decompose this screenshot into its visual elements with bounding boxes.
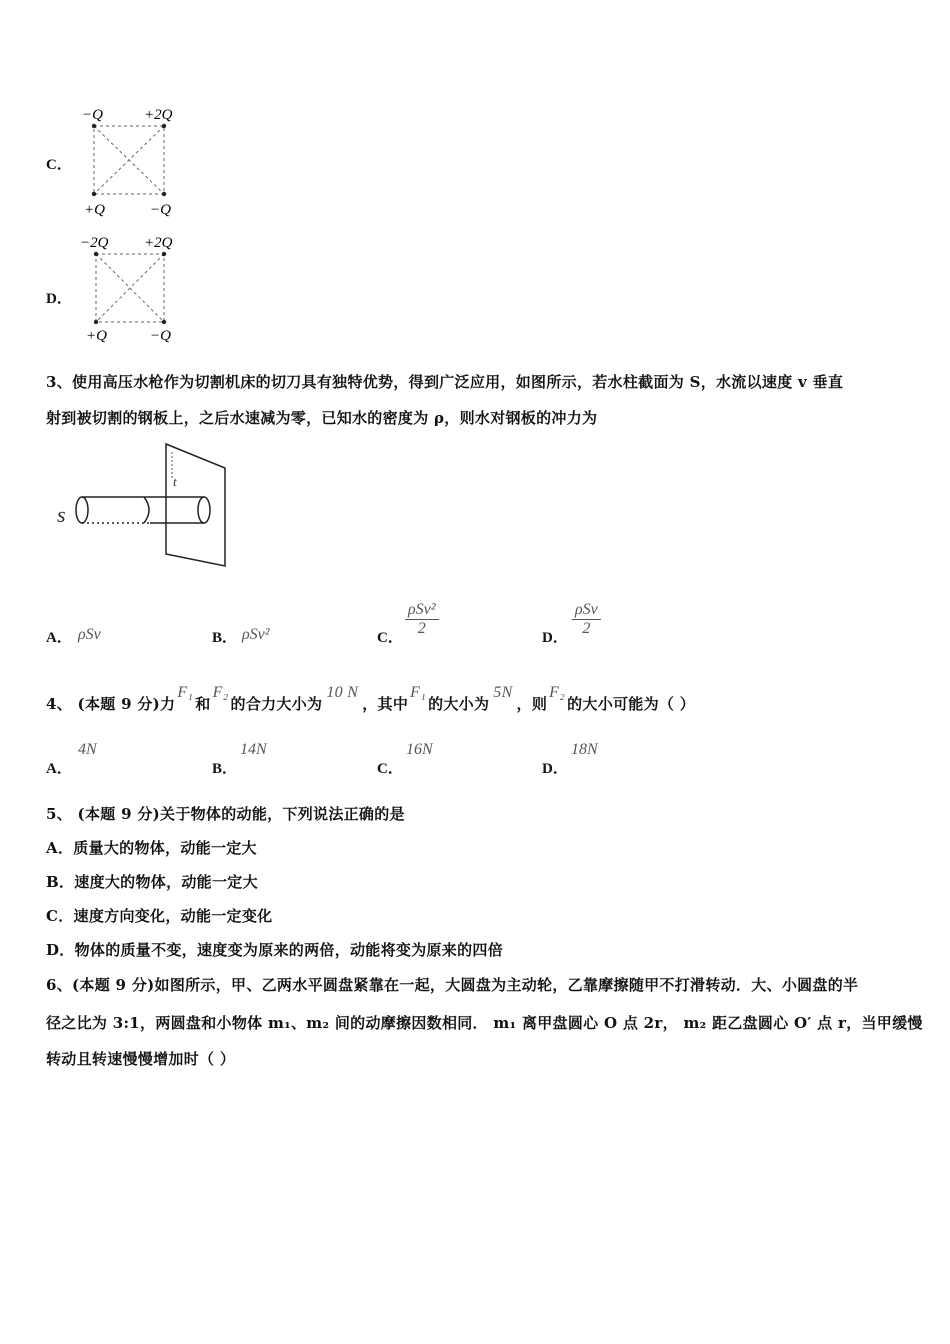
q3-choice-d-fraction <box>572 601 601 638</box>
charge-bottom-right: −Q <box>150 202 171 218</box>
q5-option-d: D．物体的质量不变，速度变为原来的两倍，动能将变为原来的四倍 <box>46 941 504 959</box>
q3-choice-b-label: B． <box>212 630 238 646</box>
q3-choice-c-fraction <box>405 601 439 638</box>
q4-and: 和 <box>195 695 211 713</box>
q3-choice-a-label: A． <box>46 630 72 646</box>
q4-f1: F₁ <box>177 684 194 701</box>
q4-choice-b-value: 14N <box>240 741 267 758</box>
fraction-numerator: ρSv <box>572 601 601 620</box>
q4-choice-a-value: 4N <box>78 741 97 758</box>
q4-f1b: F₁ <box>410 684 427 701</box>
label-s: s <box>57 502 66 527</box>
q6-stem-line2: 径之比为 3:1，两圆盘和小物体 m₁、m₂ 间的动摩擦因数相同． m₁ 离甲盘圆心 O 点 2r， m₂ 距乙盘圆心 O′ 点 r，当甲缓慢 <box>46 1014 923 1032</box>
q3-stem-line1: 3、使用高压水枪作为切割机床的切刀具有独特优势，得到广泛应用，如图所示，若水柱截面为 S，水流以速度 v 垂直 <box>46 373 844 391</box>
q4-f2: F₂ <box>212 684 229 701</box>
q4-mid2: ，其中 <box>362 695 409 713</box>
q4-stem <box>46 684 695 714</box>
charge-bottom-left: +Q <box>84 202 105 218</box>
charge-bottom-right: −Q <box>150 328 171 344</box>
q4-suffix: 的大小可能为（ ） <box>567 695 696 713</box>
q4-choice-a-label: A． <box>46 761 72 777</box>
charge-bottom-left: +Q <box>86 328 107 344</box>
q3-choice-d-label: D． <box>542 630 568 646</box>
q4-choice-c-label: C． <box>377 761 403 777</box>
q3-stem-line2: 射到被切割的钢板上，之后水速减为零，已知水的密度为 ρ，则水对钢板的冲力为 <box>46 409 598 427</box>
charge-square-c <box>78 104 188 219</box>
q4-prefix: 4、 (本题 9 分)力 <box>46 695 176 713</box>
q4-val2: 5N <box>493 684 513 701</box>
charge-top-left: −Q <box>82 107 103 123</box>
q6-stem-line1: 6、(本题 9 分)如图所示，甲、乙两水平圆盘紧靠在一起，大圆盘为主动轮，乙靠摩擦随甲不打滑转动．大、小圆盘的半 <box>46 976 859 994</box>
q4-mid1: 的合力大小为 <box>230 695 323 713</box>
q5-stem: 5、 (本题 9 分)关于物体的动能，下列说法正确的是 <box>46 805 405 823</box>
water-jet-figure <box>52 440 242 575</box>
charge-top-right: +2Q <box>144 235 173 251</box>
label-t: t <box>173 474 177 489</box>
q4-val1: 10 N <box>326 684 359 701</box>
fraction-denominator: 2 <box>582 620 591 637</box>
q3-choice-a-expr: ρSv <box>78 626 101 643</box>
q4-choice-d-value: 18N <box>571 741 598 758</box>
option-d-label: D． <box>46 291 72 307</box>
charge-top-left: −2Q <box>80 235 109 251</box>
q4-choice-d-label: D． <box>542 761 568 777</box>
option-c-label: C． <box>46 157 72 173</box>
steel-plate <box>166 444 225 566</box>
q5-option-a: A．质量大的物体，动能一定大 <box>46 839 257 857</box>
q3-choice-b-expr: ρSv² <box>242 626 270 643</box>
q4-f2b: F₂ <box>549 684 566 701</box>
fraction-denominator: 2 <box>417 620 426 637</box>
q4-choice-b-label: B． <box>212 761 238 777</box>
q4-choice-c-value: 16N <box>406 741 433 758</box>
q4-mid3: 的大小为 <box>428 695 490 713</box>
fraction-numerator: ρSv² <box>405 601 439 620</box>
charge-top-right: +2Q <box>144 107 173 123</box>
q4-mid4: ，则 <box>516 695 548 713</box>
q3-choice-c-label: C． <box>377 630 403 646</box>
charge-square-d <box>78 232 188 347</box>
q6-stem-line3: 转动且转速慢慢增加时（ ） <box>46 1050 236 1068</box>
q5-option-c: C．速度方向变化，动能一定变化 <box>46 907 273 925</box>
q5-option-b: B．速度大的物体，动能一定大 <box>46 873 258 891</box>
